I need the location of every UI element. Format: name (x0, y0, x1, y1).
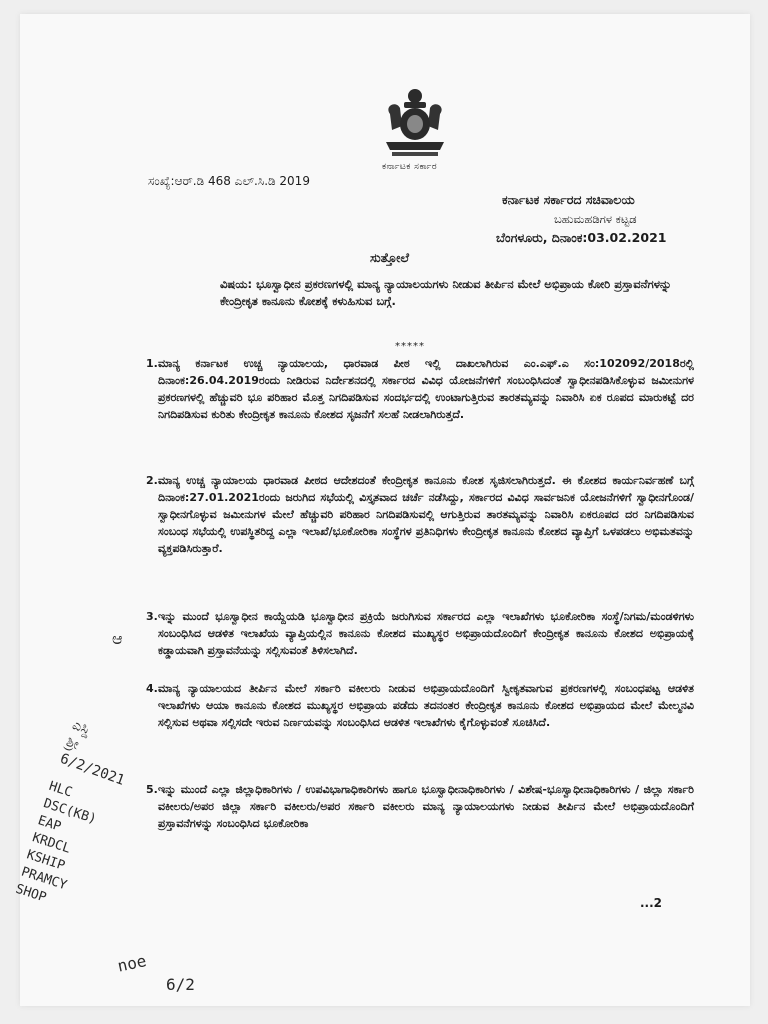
reference-number: ಸಂಖ್ಯೆ:ಆರ್.ಡಿ 468 ಎಲ್.ಸಿ.ಡಿ 2019 (148, 174, 310, 188)
paragraph-text: ಮಾನ್ಯ ನ್ಯಾಯಾಲಯದ ತೀರ್ಪಿನ ಮೇಲೆ ಸರ್ಕಾರಿ ವಕೀಲರು ನೀಡುವ ಅಭಿಪ್ರಾಯದೊಂದಿಗೆ ಸ್ವೀಕೃತವಾಗುವ ಪ್ರಕರಣಗಳಲ್ಲಿ ಸಂಬಂಧಪಟ್ಟ ಆಡಳಿತ ಇಲಾಖೆಗಳು ಆಯಾ ಕಾನೂನು ಕೋಶದ ಮುಖ್ಯಸ್ಥರ ಅಭಿಪ್ರಾಯ ಪಡೆದು ತದನಂತರ ಕೇಂದ್ರೀಕೃತ ಕಾನೂನು ಕೋಶದ ಅಭಿಪ್ರಾಯದ ಮೇಲೆ ಮೇಲ್ಮನವಿ ಸಲ್ಲಿಸುವ ಅಥವಾ ಸಲ್ಲಿಸದೇ ಇರುವ ನಿರ್ಣಯವನ್ನು ಸಂಬಂಧಿಸಿದ ಆಡಳಿತ ಇಲಾಖೆಗಳು ಕೈಗೊಳ್ಳುವಂತೆ ಸೂಚಿಸಿದೆ. (158, 682, 694, 729)
paragraph-2 (146, 472, 694, 557)
secretariat-name: ಕರ್ನಾಟಕ ಸರ್ಕಾರದ ಸಚಿವಾಲಯ (502, 192, 635, 207)
paragraph-text: ಇನ್ನು ಮುಂದೆ ಭೂಸ್ವಾಧೀನ ಕಾಯ್ದೆಯಡಿ ಭೂಸ್ವಾಧೀನ ಪ್ರಕ್ರಿಯೆ ಜರುಗಿಸುವ ಸರ್ಕಾರದ ಎಲ್ಲಾ ಇಲಾಖೆಗಳು ಭೂಕೋರಿಕಾ ಸಂಸ್ಥೆ/ನಿಗಮ/ಮಂಡಳಿಗಳು ಸಂಬಂಧಿಸಿದ ಆಡಳಿತ ಇಲಾಖೆಯ ವ್ಯಾಪ್ತಿಯಲ್ಲಿನ ಕಾನೂನು ಕೋಶದ ಮುಖ್ಯಸ್ಥರ ಅಭಿಪ್ರಾಯದೊಂದಿಗೆ ಕೇಂದ್ರೀಕೃತ ಕಾನೂನು ಕೋಶದ ಅಭಿಪ್ರಾಯಕ್ಕೆ ಕಡ್ಡಾಯವಾಗಿ ಪ್ರಸ್ತಾವನೆಯನ್ನು ಸಲ್ಲಿಸುವಂತೆ ತಿಳಿಸಲಾಗಿದೆ. (158, 610, 694, 657)
handwritten-routing-list: HLC DSC(KB) EAP KRDCL KSHIP PRAMCY SHOP (13, 778, 99, 906)
paragraph-number: 5. (146, 783, 158, 796)
building-name: ಬಹುಮಹಡಿಗಳ ಕಟ್ಟಡ (554, 212, 637, 226)
document-type-heading: ಸುತ್ತೋಲೆ (370, 250, 409, 265)
paragraph-1 (146, 355, 694, 423)
karnataka-government-emblem-icon (382, 86, 448, 158)
paragraph-number: 2. (146, 474, 158, 487)
paragraph-text: ಇನ್ನು ಮುಂದೆ ಎಲ್ಲಾ ಜಿಲ್ಲಾಧಿಕಾರಿಗಳು / ಉಪವಿಭಾಗಾಧಿಕಾರಿಗಳು ಹಾಗೂ ಭೂಸ್ವಾಧೀನಾಧಿಕಾರಿಗಳು / ವಿಶೇಷ-ಭೂಸ್ವಾಧೀನಾಧಿಕಾರಿಗಳು / ಜಿಲ್ಲಾ ಸರ್ಕಾರಿ ವಕೀಲರು/ಅಪರ ಜಿಲ್ಲಾ ಸರ್ಕಾರಿ ವಕೀಲರು/ಅಪರ ಸರ್ಕಾರಿ ವಕೀಲರು ಮಾನ್ಯ ನ್ಯಾಯಾಲಯಗಳು ನೀಡುವ ತೀರ್ಪಿನ ಮೇಲೆ ಅಭಿಪ್ರಾಯದೊಂದಿಗೆ ಪ್ರಸ್ತಾವನೆಗಳನ್ನು ಸಂಬಂಧಿಸಿದ ಭೂಕೋರಿಕಾ (158, 783, 694, 830)
circular-page (13, 14, 750, 1006)
handwritten-margin-mark: ಆ (112, 629, 123, 648)
place-and-date: ಬೆಂಗಳೂರು, ದಿನಾಂಕ:03.02.2021 (496, 230, 667, 245)
paragraph-3 (146, 608, 694, 659)
handwritten-signature-date: 6/2 (166, 975, 195, 994)
paragraph-number: 1. (146, 357, 158, 370)
paragraph-text: ಮಾನ್ಯ ಉಚ್ಚ ನ್ಯಾಯಾಲಯ ಧಾರವಾಡ ಪೀಠದ ಆದೇಶದಂತೆ ಕೇಂದ್ರೀಕೃತ ಕಾನೂನು ಕೋಶ ಸೃಜಿಸಲಾಗಿರುತ್ತದೆ. ಈ ಕೋಶದ ಕಾರ್ಯನಿರ್ವಹಣೆ ಬಗ್ಗೆ ದಿನಾಂಕ:27.01.2021ರಂದು ಜರುಗಿದ ಸಭೆಯಲ್ಲಿ ವಿಸ್ತೃತವಾದ ಚರ್ಚೆ ನಡೆಸಿದ್ದು, ಸರ್ಕಾರದ ವಿವಿಧ ಸಾರ್ವಜನಿಕ ಯೋಜನೆಗಳಿಗೆ ಸ್ವಾಧೀನಗೊಂಡ/ಸ್ವಾಧೀನಗೊಳ್ಳುವ ಜಮೀನುಗಳ ಮೇಲೆ ಹೆಚ್ಚುವರಿ ಪರಿಹಾರ ನಿಗದಿಪಡಿಸುವಲ್ಲಿ ಆಗುತ್ತಿರುವ ತಾರತಮ್ಯವನ್ನು ನಿವಾರಿಸಿ ಏಕರೂಪದ ದರ ನಿಗದಿಪಡಿಸುವ ಸಂಬಂಧ ಸಭೆಯಲ್ಲಿ ಉಪಸ್ಥಿತರಿದ್ದ ಎಲ್ಲಾ ಇಲಾಖೆ/ಭೂಕೋರಿಕಾ ಸಂಸ್ಥೆಗಳ ಪ್ರತಿನಿಧಿಗಳು ಕೇಂದ್ರೀಕೃತ ಕಾನೂನು ಕೋಶದ ವ್ಯಾಪ್ತಿಗೆ ಒಳಪಡಲು ಅಭಿಮತವನ್ನು ವ್ಯಕ್ತಪಡಿಸಿರುತ್ತಾರೆ. (158, 474, 694, 555)
paragraph-number: 3. (146, 610, 158, 623)
paragraph-4 (146, 680, 694, 731)
paragraph-text: ಮಾನ್ಯ ಕರ್ನಾಟಕ ಉಚ್ಚ ನ್ಯಾಯಾಲಯ, ಧಾರವಾಡ ಪೀಠ ಇಲ್ಲಿ ದಾಖಲಾಗಿರುವ ಎಂ.ಎಫ್.ಎ ಸಂ:102092/2018ರಲ್ಲಿ ದಿನಾಂಕ:26.04.2019ರಂದು ನೀಡಿರುವ ನಿರ್ದೇಶನದಲ್ಲಿ ಸರ್ಕಾರದ ವಿವಿಧ ಯೋಜನೆಗಳಿಗೆ ಸಂಬಂಧಿಸಿದಂತೆ ಸ್ವಾಧೀನಪಡಿಸಿಕೊಳ್ಳುವ ಜಮೀನುಗಳ ಪ್ರಕರಣಗಳಲ್ಲಿ ಹೆಚ್ಚುವರಿ ಭೂ ಪರಿಹಾರ ಮೊತ್ತ ನಿಗದಿಪಡಿಸುವ ಸಂದರ್ಭದಲ್ಲಿ ಉಂಟಾಗುತ್ತಿರುವ ತಾರತಮ್ಯವನ್ನು ನಿವಾರಿಸಿ ಏಕ ರೂಪದ ಮಾರುಕಟ್ಟೆ ದರ ನಿಗದಿಪಡಿಸುವ ಕುರಿತು ಕೇಂದ್ರೀಕೃತ ಕಾನೂನು ಕೋಶದ ಸೃಜನೆಗೆ ಸಲಹೆ ನೀಡಲಾಗಿರುತ್ತದೆ. (158, 357, 694, 421)
paragraph-5 (146, 781, 694, 832)
subject-line: ವಿಷಯ: ಭೂಸ್ವಾಧೀನ ಪ್ರಕರಣಗಳಲ್ಲಿ ಮಾನ್ಯ ನ್ಯಾಯಾಲಯಗಳು ನೀಡುವ ತೀರ್ಪಿನ ಮೇಲೆ ಅಭಿಪ್ರಾಯ ಕೋರಿ ಪ್ರಸ್ತಾವನೆಗಳನ್ನು ಕೇಂದ್ರೀಕೃತ ಕಾನೂನು ಕೋಶಕ್ಕೆ ಕಳುಹಿಸುವ ಬಗ್ಗೆ. (220, 277, 672, 308)
handwritten-signature: noe (115, 951, 149, 976)
paragraph-number: 4. (146, 682, 158, 695)
separator: ***** (395, 341, 425, 352)
page-continuation: ...2 (640, 896, 663, 910)
emblem-caption: ಕರ್ನಾಟಕ ಸರ್ಕಾರ (382, 162, 438, 172)
handwritten-note: ಎಸ್ಡಿ ಶ್ರೀ 6/2/2021 (57, 716, 127, 789)
